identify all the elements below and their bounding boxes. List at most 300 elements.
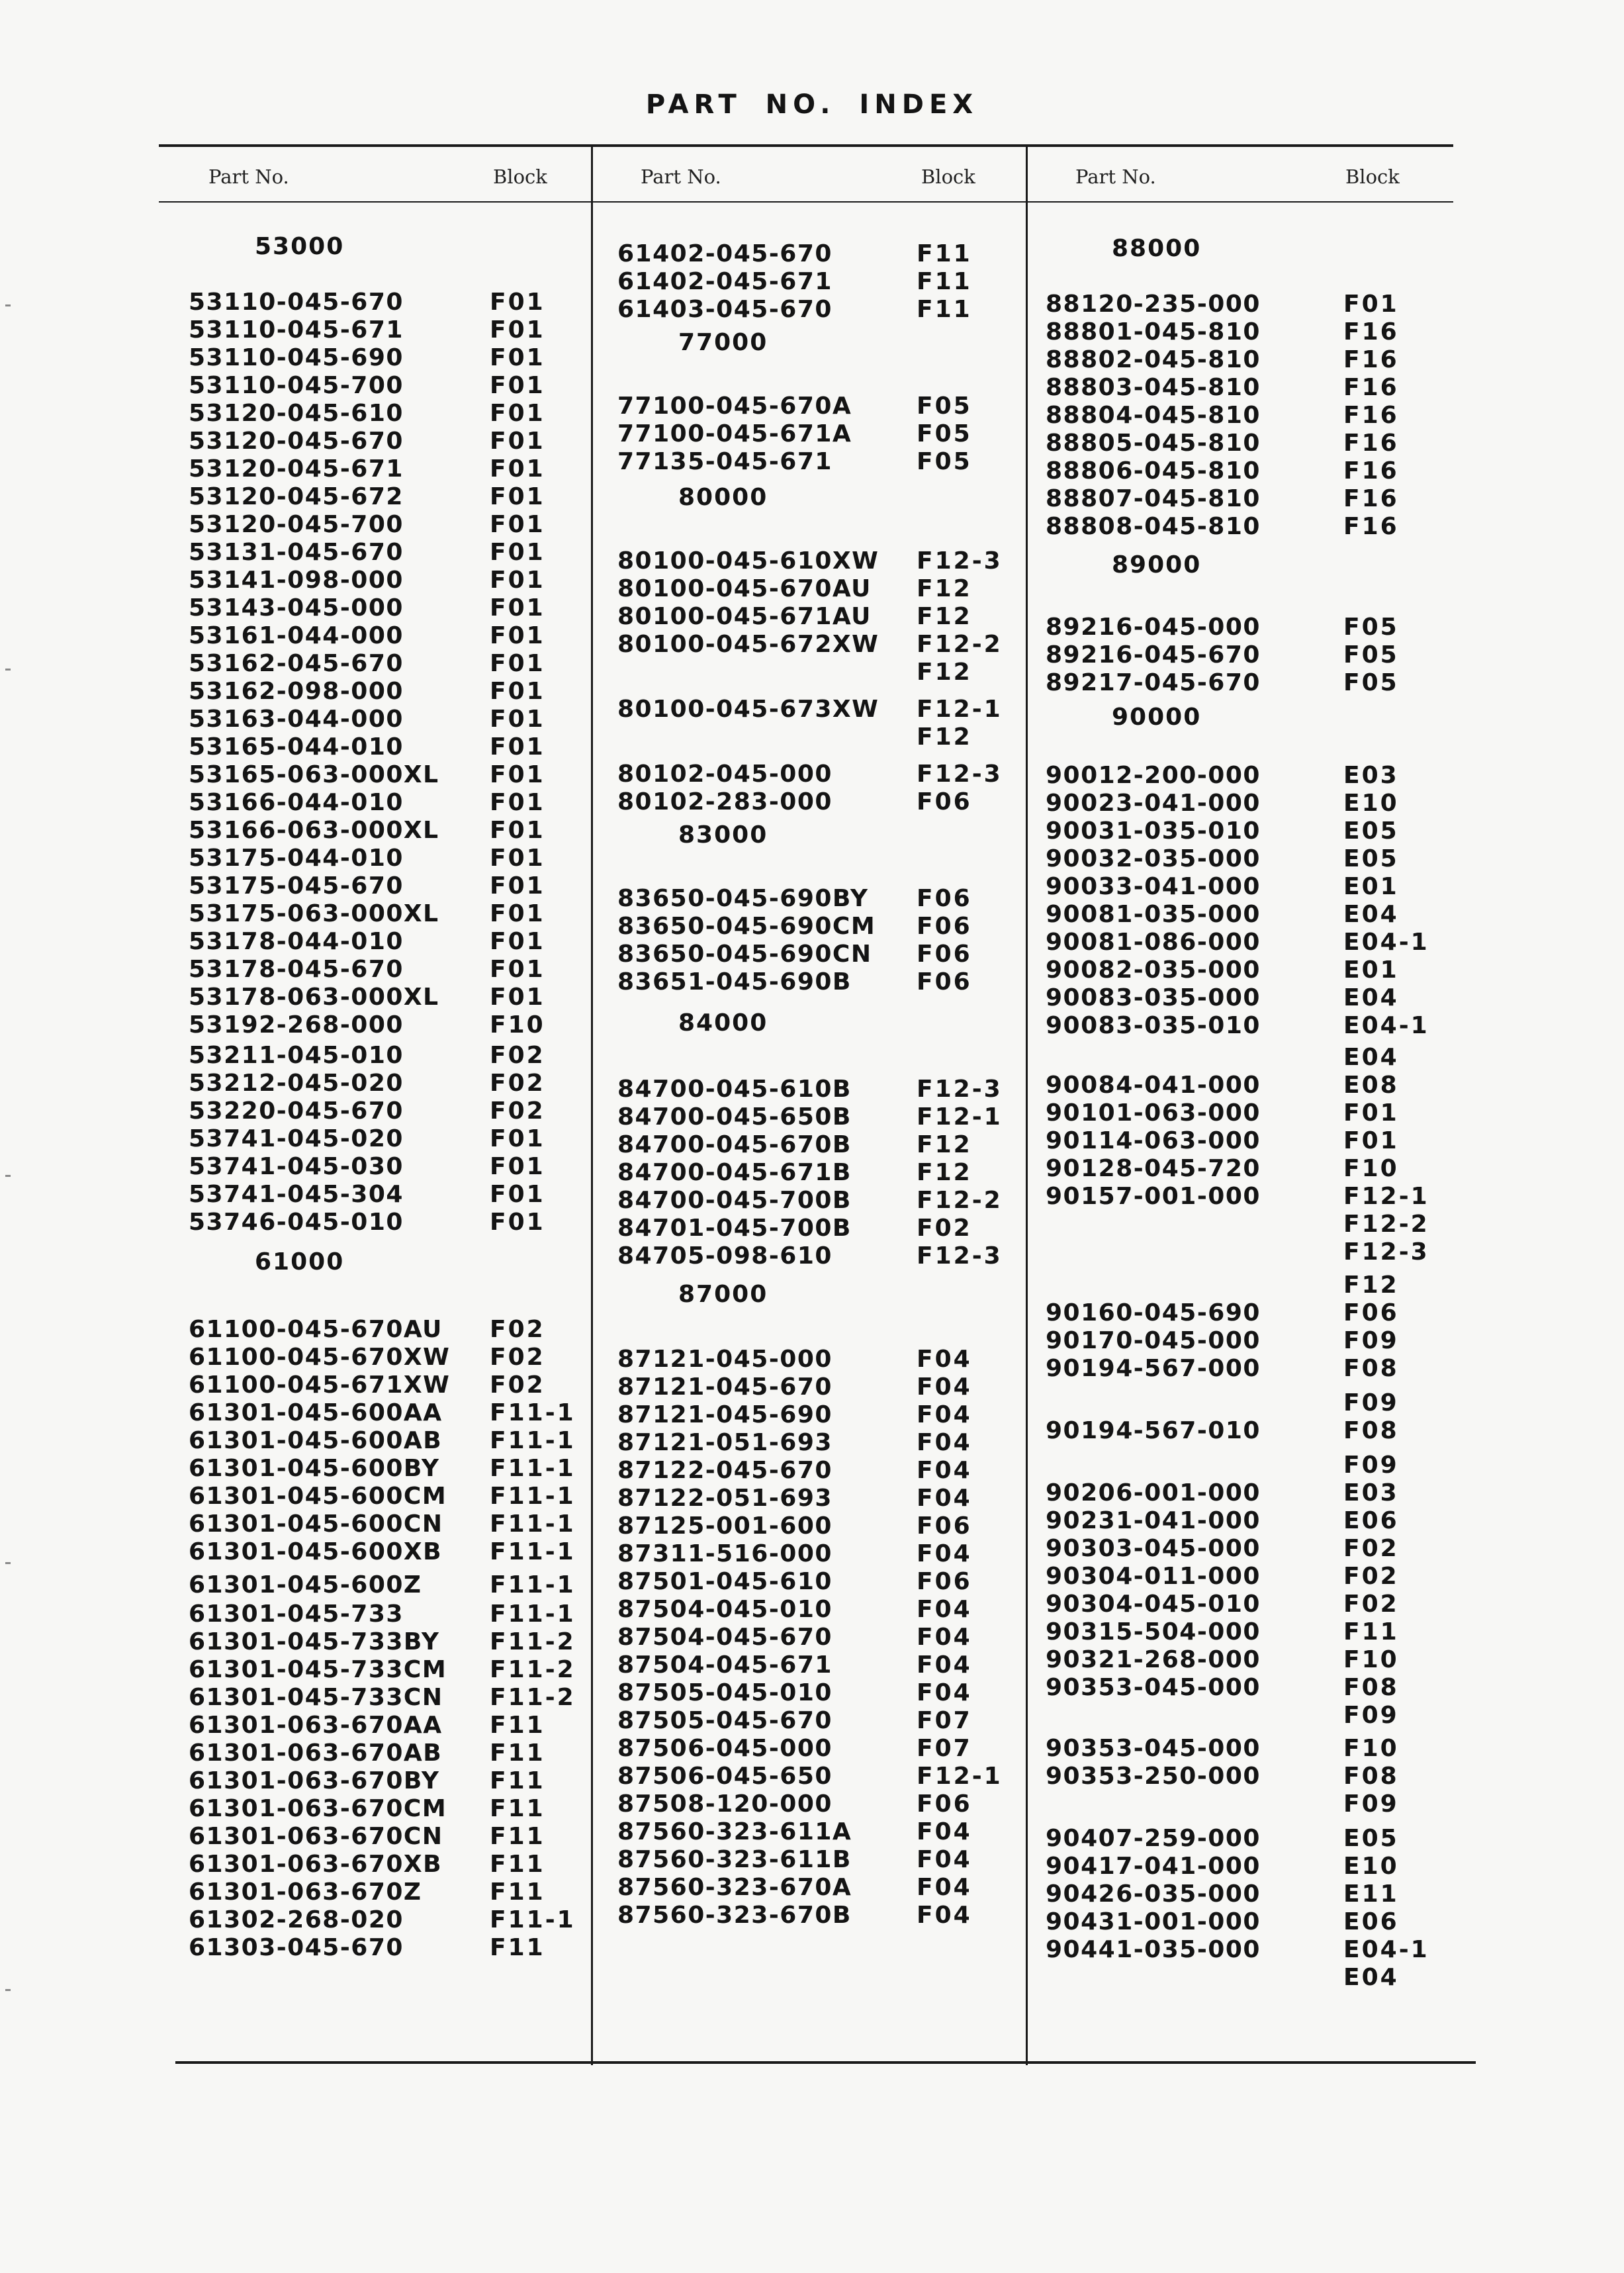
block-code: F01 bbox=[490, 344, 545, 371]
index-row bbox=[189, 1209, 625, 1236]
index-row bbox=[617, 1187, 1054, 1215]
index-row bbox=[1046, 318, 1482, 346]
part-number: 84700-045-670B bbox=[617, 1131, 852, 1158]
block-code: F07 bbox=[917, 1707, 972, 1734]
block-code: F04 bbox=[917, 1401, 972, 1428]
block-code: F05 bbox=[1343, 641, 1399, 669]
block-code: F11-1 bbox=[490, 1483, 576, 1510]
block-code: F01 bbox=[490, 984, 545, 1011]
index-row bbox=[617, 1596, 1054, 1624]
block-code: F05 bbox=[917, 420, 972, 447]
part-number: 90023-041-000 bbox=[1046, 790, 1261, 817]
block-code: F04 bbox=[917, 1457, 972, 1484]
block-code: F04 bbox=[917, 1429, 972, 1456]
part-number: 87508-120-000 bbox=[617, 1790, 833, 1818]
index-row bbox=[617, 1242, 1054, 1270]
index-row bbox=[189, 289, 625, 316]
part-number: 90170-045-000 bbox=[1046, 1327, 1261, 1354]
block-code: F12-3 bbox=[917, 1242, 1003, 1270]
index-row bbox=[1046, 430, 1482, 457]
index-row bbox=[617, 1401, 1054, 1429]
index-column-2 bbox=[617, 0, 1054, 2273]
part-number: 90321-268-000 bbox=[1046, 1646, 1261, 1673]
block-code: E04-1 bbox=[1343, 929, 1429, 956]
block-code: F16 bbox=[1343, 346, 1399, 373]
index-row bbox=[1046, 1790, 1482, 1818]
part-number: 83650-045-690BY bbox=[617, 885, 869, 912]
block-code: F06 bbox=[917, 941, 972, 968]
index-row bbox=[617, 1429, 1054, 1457]
binder-mark bbox=[5, 1562, 11, 1564]
block-code: F06 bbox=[917, 885, 972, 912]
block-code: F11 bbox=[490, 1795, 545, 1822]
part-number: 90304-011-000 bbox=[1046, 1563, 1261, 1590]
block-code: F11 bbox=[490, 1879, 545, 1906]
part-number: 53192-268-000 bbox=[189, 1011, 404, 1039]
part-number: 90417-041-000 bbox=[1046, 1853, 1261, 1880]
index-row bbox=[189, 1371, 625, 1399]
block-code: F09 bbox=[1343, 1389, 1399, 1416]
part-number: 53178-063-000XL bbox=[189, 984, 439, 1011]
part-number: 53175-044-010 bbox=[189, 845, 404, 872]
part-number: 61100-045-670AU bbox=[189, 1316, 443, 1343]
index-row bbox=[617, 761, 1054, 788]
part-number: 90303-045-000 bbox=[1046, 1535, 1261, 1562]
block-code: F12-1 bbox=[917, 1763, 1003, 1790]
block-code: F04 bbox=[917, 1846, 972, 1873]
block-code: F01 bbox=[490, 678, 545, 705]
part-number: 88808-045-810 bbox=[1046, 513, 1261, 540]
part-number: 87560-323-611A bbox=[617, 1818, 852, 1845]
index-row bbox=[189, 428, 625, 455]
part-number: 61301-063-670Z bbox=[189, 1879, 422, 1906]
index-row bbox=[617, 1790, 1054, 1818]
part-number: 61402-045-670 bbox=[617, 240, 833, 267]
part-number: 53212-045-020 bbox=[189, 1070, 404, 1097]
index-row bbox=[189, 1097, 625, 1125]
index-row bbox=[189, 1125, 625, 1153]
block-code: F01 bbox=[490, 455, 545, 483]
part-number: 87121-051-693 bbox=[617, 1429, 833, 1456]
part-number: 61301-063-670BY bbox=[189, 1767, 440, 1794]
block-code: F10 bbox=[1343, 1155, 1399, 1182]
block-code: F11 bbox=[490, 1823, 545, 1850]
index-row bbox=[1046, 1389, 1482, 1417]
block-code: E04 bbox=[1343, 1044, 1399, 1071]
block-code: F04 bbox=[917, 1679, 972, 1706]
block-code: F01 bbox=[490, 817, 545, 844]
block-code: F06 bbox=[917, 913, 972, 940]
part-number: 87125-001-600 bbox=[617, 1512, 833, 1540]
block-code: F04 bbox=[917, 1346, 972, 1373]
block-code: F01 bbox=[490, 594, 545, 622]
block-code: F06 bbox=[917, 1568, 972, 1595]
block-code: F02 bbox=[490, 1070, 545, 1097]
group-heading: 53000 bbox=[255, 233, 345, 260]
index-row bbox=[617, 1707, 1054, 1735]
part-number: 53110-045-670 bbox=[189, 289, 404, 316]
index-row bbox=[189, 1684, 625, 1712]
part-number: 87121-045-000 bbox=[617, 1346, 833, 1373]
block-code: F01 bbox=[490, 511, 545, 538]
block-code: F01 bbox=[490, 1181, 545, 1208]
index-row bbox=[189, 567, 625, 594]
block-code: E04-1 bbox=[1343, 1936, 1429, 1963]
block-code: F01 bbox=[490, 483, 545, 510]
block-code: F11-2 bbox=[490, 1628, 576, 1655]
index-row bbox=[1046, 1012, 1482, 1040]
block-code: F06 bbox=[917, 1512, 972, 1540]
page-title: PART NO. INDEX bbox=[645, 89, 979, 120]
part-number: 90083-035-010 bbox=[1046, 1012, 1261, 1039]
part-number: 90353-250-000 bbox=[1046, 1763, 1261, 1790]
index-row bbox=[1046, 1507, 1482, 1535]
index-row bbox=[1046, 1825, 1482, 1853]
block-code: F12 bbox=[917, 575, 972, 602]
part-number: 53110-045-671 bbox=[189, 316, 404, 344]
block-code: F07 bbox=[917, 1735, 972, 1762]
part-number: 87560-323-611B bbox=[617, 1846, 852, 1873]
index-row bbox=[189, 1879, 625, 1906]
index-row bbox=[1046, 762, 1482, 790]
index-row bbox=[617, 1346, 1054, 1373]
part-number: 53120-045-700 bbox=[189, 511, 404, 538]
index-row bbox=[617, 1485, 1054, 1512]
part-number: 87505-045-010 bbox=[617, 1679, 833, 1706]
block-code: F01 bbox=[1343, 1099, 1399, 1127]
index-row bbox=[189, 622, 625, 650]
part-number: 80100-045-610XW bbox=[617, 547, 880, 575]
block-code: F11-1 bbox=[490, 1906, 576, 1933]
block-code: F09 bbox=[1343, 1702, 1399, 1729]
block-code: F01 bbox=[490, 761, 545, 788]
part-number: 84700-045-610B bbox=[617, 1076, 852, 1103]
block-code: F11-1 bbox=[490, 1600, 576, 1628]
index-row bbox=[617, 968, 1054, 996]
part-number: 53211-045-010 bbox=[189, 1042, 404, 1069]
block-code: F05 bbox=[1343, 669, 1399, 696]
block-code: F02 bbox=[490, 1371, 545, 1399]
block-code: E03 bbox=[1343, 762, 1399, 789]
block-code: F01 bbox=[490, 789, 545, 816]
index-row bbox=[1046, 956, 1482, 984]
block-code: F16 bbox=[1343, 402, 1399, 429]
block-code: F11 bbox=[1343, 1618, 1399, 1646]
block-code: F11-1 bbox=[490, 1455, 576, 1482]
index-row bbox=[1046, 1183, 1482, 1211]
part-number: 53143-045-000 bbox=[189, 594, 404, 622]
part-number: 61301-063-670XB bbox=[189, 1851, 443, 1878]
part-number: 90081-086-000 bbox=[1046, 929, 1261, 956]
group-heading: 84000 bbox=[678, 1009, 768, 1037]
index-column-3 bbox=[1046, 0, 1482, 2273]
block-code: F12 bbox=[917, 659, 972, 686]
part-number: 87505-045-670 bbox=[617, 1707, 833, 1734]
block-code: F12-3 bbox=[917, 761, 1003, 788]
group-heading: 87000 bbox=[678, 1281, 768, 1308]
part-number: 90206-001-000 bbox=[1046, 1479, 1261, 1507]
block-code: F16 bbox=[1343, 318, 1399, 346]
index-row bbox=[617, 1103, 1054, 1131]
index-row bbox=[1046, 641, 1482, 669]
part-number: 90114-063-000 bbox=[1046, 1127, 1261, 1154]
block-code: F08 bbox=[1343, 1674, 1399, 1701]
index-row bbox=[1046, 1735, 1482, 1763]
index-row bbox=[1046, 1479, 1482, 1507]
part-number: 61301-045-600CM bbox=[189, 1483, 447, 1510]
block-code: F01 bbox=[490, 650, 545, 677]
block-code: F11 bbox=[917, 240, 972, 267]
col3-part-no-header: Part No. bbox=[1075, 165, 1156, 188]
index-row bbox=[1046, 1155, 1482, 1183]
index-row bbox=[617, 1215, 1054, 1242]
index-row bbox=[1046, 873, 1482, 901]
index-row bbox=[1046, 1618, 1482, 1646]
block-code: F12-1 bbox=[917, 696, 1003, 723]
block-code: F12-3 bbox=[917, 1076, 1003, 1103]
index-row bbox=[617, 1874, 1054, 1902]
index-row bbox=[1046, 1238, 1482, 1266]
part-number: 53175-045-670 bbox=[189, 872, 404, 900]
index-row bbox=[617, 240, 1054, 268]
binder-mark bbox=[5, 1989, 11, 1991]
part-number: 90353-045-000 bbox=[1046, 1735, 1261, 1762]
block-code: F02 bbox=[490, 1042, 545, 1069]
part-number: 90160-045-690 bbox=[1046, 1299, 1261, 1326]
block-code: F11 bbox=[490, 1767, 545, 1794]
index-row bbox=[617, 1131, 1054, 1159]
index-row bbox=[189, 845, 625, 872]
part-number: 87504-045-671 bbox=[617, 1651, 833, 1679]
block-code: E04 bbox=[1343, 984, 1399, 1011]
part-number: 87501-045-610 bbox=[617, 1568, 833, 1595]
part-number: 88801-045-810 bbox=[1046, 318, 1261, 346]
part-number: 61301-045-733CN bbox=[189, 1684, 443, 1711]
part-number: 88803-045-810 bbox=[1046, 374, 1261, 401]
part-number: 90431-001-000 bbox=[1046, 1908, 1261, 1935]
block-code: F12 bbox=[917, 603, 972, 630]
part-number: 53741-045-304 bbox=[189, 1181, 404, 1208]
block-code: E10 bbox=[1343, 790, 1399, 817]
block-code: F12-3 bbox=[1343, 1238, 1429, 1266]
index-row bbox=[617, 1076, 1054, 1103]
block-code: F12 bbox=[1343, 1272, 1399, 1299]
part-number: 61100-045-671XW bbox=[189, 1371, 451, 1399]
index-row bbox=[189, 316, 625, 344]
index-row bbox=[189, 1042, 625, 1070]
part-number: 80100-045-673XW bbox=[617, 696, 880, 723]
part-number: 53165-044-010 bbox=[189, 733, 404, 761]
block-code: F06 bbox=[917, 1790, 972, 1818]
group-heading: 89000 bbox=[1112, 551, 1202, 579]
block-code: F01 bbox=[490, 733, 545, 761]
group-heading: 90000 bbox=[1112, 704, 1202, 731]
block-code: F10 bbox=[1343, 1646, 1399, 1673]
index-row bbox=[617, 1540, 1054, 1568]
part-number: 61301-045-600AB bbox=[189, 1427, 443, 1454]
part-number: 61301-045-600CN bbox=[189, 1510, 443, 1538]
block-code: F01 bbox=[490, 539, 545, 566]
block-code: F01 bbox=[490, 622, 545, 649]
index-row bbox=[617, 1373, 1054, 1401]
index-row bbox=[1046, 346, 1482, 374]
index-row bbox=[617, 631, 1054, 659]
index-row bbox=[617, 1568, 1054, 1596]
part-number: 87122-045-670 bbox=[617, 1457, 833, 1484]
part-number: 53163-044-000 bbox=[189, 706, 404, 733]
block-code: E01 bbox=[1343, 956, 1399, 984]
index-row bbox=[1046, 513, 1482, 541]
part-number: 53161-044-000 bbox=[189, 622, 404, 649]
part-number: 90441-035-000 bbox=[1046, 1936, 1261, 1963]
part-number: 53162-045-670 bbox=[189, 650, 404, 677]
part-number: 61301-045-733CM bbox=[189, 1656, 447, 1683]
part-number: 61301-045-600XB bbox=[189, 1538, 443, 1565]
index-row bbox=[1046, 1880, 1482, 1908]
block-code: F16 bbox=[1343, 457, 1399, 485]
part-number: 87311-516-000 bbox=[617, 1540, 833, 1567]
part-number: 53220-045-670 bbox=[189, 1097, 404, 1125]
block-code: E08 bbox=[1343, 1072, 1399, 1099]
block-code: F10 bbox=[1343, 1735, 1399, 1762]
index-row bbox=[189, 1906, 625, 1934]
index-row bbox=[1046, 1417, 1482, 1445]
block-code: F01 bbox=[490, 845, 545, 872]
index-row bbox=[1046, 1763, 1482, 1790]
index-row bbox=[1046, 1535, 1482, 1563]
col3-block-header: Block bbox=[1345, 165, 1400, 188]
part-number: 90012-200-000 bbox=[1046, 762, 1261, 789]
part-number: 87560-323-670A bbox=[617, 1874, 852, 1901]
block-code: F01 bbox=[490, 956, 545, 983]
part-number: 53120-045-610 bbox=[189, 400, 404, 427]
block-code: F01 bbox=[490, 706, 545, 733]
block-code: F11 bbox=[917, 296, 972, 323]
block-code: F12-1 bbox=[917, 1103, 1003, 1131]
block-code: F06 bbox=[917, 788, 972, 815]
block-code: F09 bbox=[1343, 1452, 1399, 1479]
block-code: E10 bbox=[1343, 1853, 1399, 1880]
part-number: 53110-045-700 bbox=[189, 372, 404, 399]
part-number: 53120-045-670 bbox=[189, 428, 404, 455]
index-row bbox=[189, 1399, 625, 1427]
part-number: 84705-098-610 bbox=[617, 1242, 833, 1270]
index-row bbox=[617, 788, 1054, 816]
part-number: 61402-045-671 bbox=[617, 268, 833, 295]
part-number: 90353-045-000 bbox=[1046, 1674, 1261, 1701]
col2-part-no-header: Part No. bbox=[641, 165, 721, 188]
part-number: 90084-041-000 bbox=[1046, 1072, 1261, 1099]
block-code: F02 bbox=[490, 1097, 545, 1125]
block-code: F02 bbox=[917, 1215, 972, 1242]
index-row bbox=[189, 789, 625, 817]
part-number: 61301-063-670CM bbox=[189, 1795, 447, 1822]
part-number: 83650-045-690CM bbox=[617, 913, 876, 940]
part-number: 90128-045-720 bbox=[1046, 1155, 1261, 1182]
index-row bbox=[617, 723, 1054, 751]
part-number: 90083-035-000 bbox=[1046, 984, 1261, 1011]
part-number: 61403-045-670 bbox=[617, 296, 833, 323]
block-code: F05 bbox=[917, 393, 972, 420]
part-number: 90194-567-000 bbox=[1046, 1355, 1261, 1382]
index-row bbox=[189, 1600, 625, 1628]
index-row bbox=[617, 1512, 1054, 1540]
block-code: E01 bbox=[1343, 873, 1399, 900]
index-row bbox=[189, 1427, 625, 1455]
part-number: 83651-045-690B bbox=[617, 968, 852, 996]
block-code: E04 bbox=[1343, 901, 1399, 928]
block-code: E04-1 bbox=[1343, 1012, 1429, 1039]
part-number: 61301-063-670AA bbox=[189, 1712, 443, 1739]
block-code: F01 bbox=[490, 872, 545, 900]
part-number: 88806-045-810 bbox=[1046, 457, 1261, 485]
block-code: E05 bbox=[1343, 1825, 1399, 1852]
block-code: F16 bbox=[1343, 374, 1399, 401]
index-row bbox=[617, 296, 1054, 324]
part-number: 80100-045-672XW bbox=[617, 631, 880, 658]
index-row bbox=[1046, 402, 1482, 430]
block-code: F12-2 bbox=[1343, 1211, 1429, 1238]
part-number: 87121-045-670 bbox=[617, 1373, 833, 1401]
block-code: F01 bbox=[490, 928, 545, 955]
part-number: 90032-035-000 bbox=[1046, 845, 1261, 872]
index-row bbox=[189, 900, 625, 928]
block-code: F11-1 bbox=[490, 1571, 576, 1599]
part-number: 53741-045-020 bbox=[189, 1125, 404, 1152]
block-code: F12 bbox=[917, 1159, 972, 1186]
part-number: 61301-045-733BY bbox=[189, 1628, 440, 1655]
index-row bbox=[189, 1011, 625, 1039]
index-row bbox=[617, 913, 1054, 941]
part-number: 80100-045-671AU bbox=[617, 603, 872, 630]
part-number: 61301-045-733 bbox=[189, 1600, 404, 1628]
part-number: 53175-063-000XL bbox=[189, 900, 439, 927]
index-row bbox=[1046, 1964, 1482, 1992]
part-number: 90304-045-010 bbox=[1046, 1591, 1261, 1618]
block-code: F02 bbox=[490, 1344, 545, 1371]
index-row bbox=[617, 1624, 1054, 1651]
index-row bbox=[189, 1153, 625, 1181]
index-row bbox=[1046, 1099, 1482, 1127]
block-code: F11-2 bbox=[490, 1656, 576, 1683]
block-code: F11-1 bbox=[490, 1427, 576, 1454]
index-row bbox=[1046, 1591, 1482, 1618]
index-row bbox=[617, 448, 1054, 476]
index-row bbox=[189, 539, 625, 567]
block-code: F01 bbox=[490, 567, 545, 594]
block-code: F01 bbox=[490, 1125, 545, 1152]
index-row bbox=[1046, 845, 1482, 873]
part-number: 90081-035-000 bbox=[1046, 901, 1261, 928]
index-row bbox=[189, 1455, 625, 1483]
index-row bbox=[1046, 669, 1482, 697]
part-number: 53166-044-010 bbox=[189, 789, 404, 816]
block-code: F01 bbox=[490, 316, 545, 344]
index-row bbox=[1046, 374, 1482, 402]
index-row bbox=[617, 393, 1054, 420]
part-number: 90426-035-000 bbox=[1046, 1880, 1261, 1908]
index-row bbox=[1046, 291, 1482, 318]
part-number: 87504-045-010 bbox=[617, 1596, 833, 1623]
part-number: 53141-098-000 bbox=[189, 567, 404, 594]
part-number: 83650-045-690CN bbox=[617, 941, 872, 968]
index-row bbox=[189, 872, 625, 900]
index-row bbox=[189, 594, 625, 622]
index-row bbox=[189, 984, 625, 1011]
block-code: F01 bbox=[490, 372, 545, 399]
index-row bbox=[189, 956, 625, 984]
binder-mark bbox=[5, 1175, 11, 1177]
